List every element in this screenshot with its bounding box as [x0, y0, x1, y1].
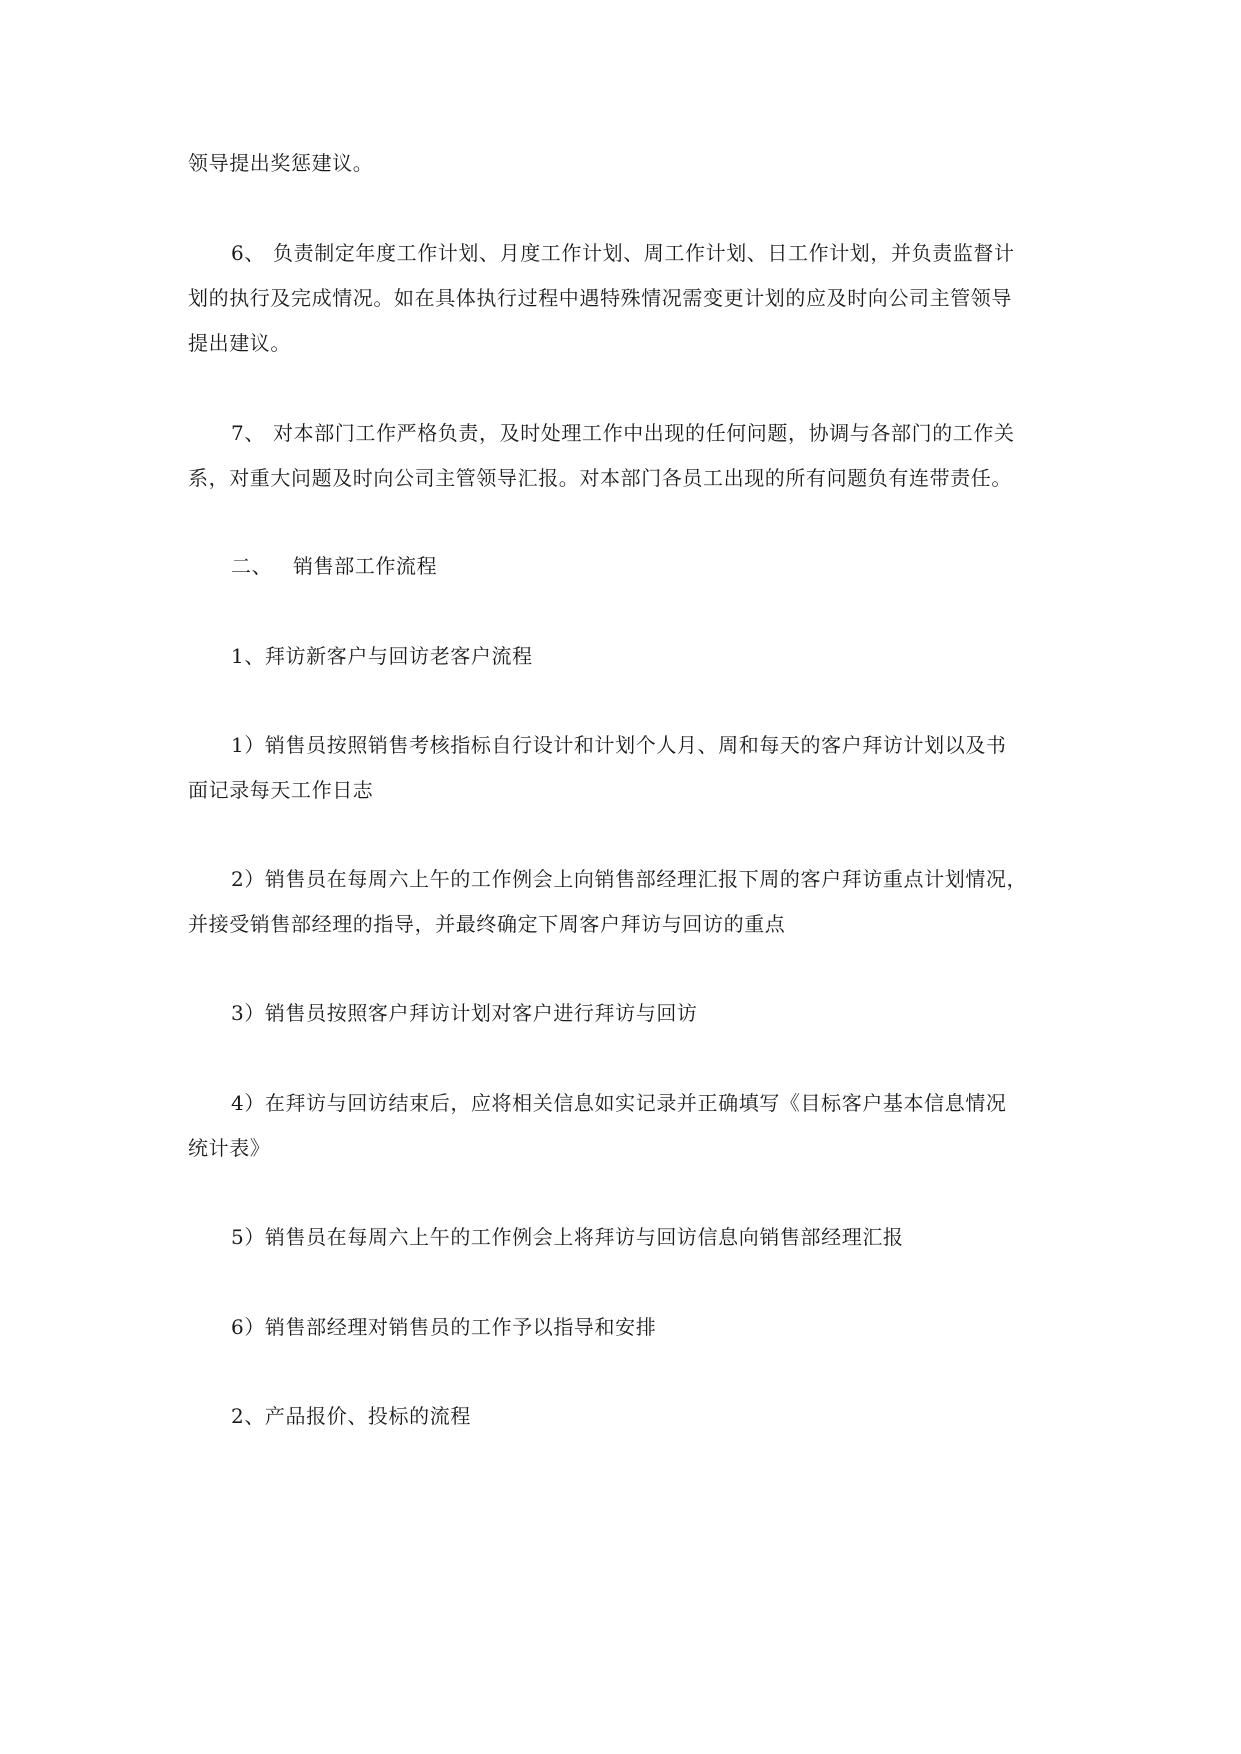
section-2-title: 销售部工作流程	[293, 554, 438, 578]
step-4-line-0: 4）在拜访与回访结束后，应将相关信息如实记录并正确填写《目标客户基本信息情况	[231, 1091, 1007, 1115]
step-5-line-0: 5）销售员在每周六上午的工作例会上将拜访与回访信息向销售部经理汇报	[231, 1225, 904, 1249]
paragraph-1-number: 6、	[231, 241, 265, 265]
paragraph-1-line-0	[231, 240, 1101, 266]
paragraph-2-text-0: 对本部门工作严格负责，及时处理工作中出现的任何问题，协调与各部门的工作关	[273, 421, 1015, 445]
subsection-1-heading: 1、拜访新客户与回访老客户流程	[231, 644, 533, 668]
subsection-2-heading: 2、产品报价、投标的流程	[231, 1404, 471, 1428]
paragraph-2-line-0	[231, 420, 1101, 446]
step-4-line-1: 统计表》	[188, 1136, 271, 1160]
paragraph-2-number: 7、	[231, 421, 265, 445]
step-3-line-0: 3）销售员按照客户拜访计划对客户进行拜访与回访	[231, 1001, 698, 1025]
step-1-line-0: 1）销售员按照销售考核指标自行设计和计划个人月、周和每天的客户拜访计划以及书	[231, 733, 1007, 757]
step-2-line-1: 并接受销售部经理的指导，并最终确定下周客户拜访与回访的重点	[188, 912, 786, 936]
section-2-number: 二、	[231, 554, 273, 578]
section-heading-2	[231, 553, 1101, 579]
paragraph-1-line-1: 划的执行及完成情况。如在具体执行过程中遇特殊情况需变更计划的应及时向公司主管领导	[188, 286, 1012, 310]
paragraph-1-text-0: 负责制定年度工作计划、月度工作计划、周工作计划、日工作计划，并负责监督计	[273, 241, 1015, 265]
step-2-line-0: 2）销售员在每周六上午的工作例会上向销售部经理汇报下周的客户拜访重点计划情况，	[231, 867, 1028, 891]
paragraph-1-line-2: 提出建议。	[188, 331, 291, 355]
step-1-line-1: 面记录每天工作日志	[188, 778, 374, 802]
step-6-line-0: 6）销售部经理对销售员的工作予以指导和安排	[231, 1315, 657, 1339]
paragraph-0-line-0: 领导提出奖惩建议。	[188, 151, 374, 175]
paragraph-2-line-1: 系，对重大问题及时向公司主管领导汇报。对本部门各员工出现的所有问题负有连带责任。	[188, 466, 1012, 490]
